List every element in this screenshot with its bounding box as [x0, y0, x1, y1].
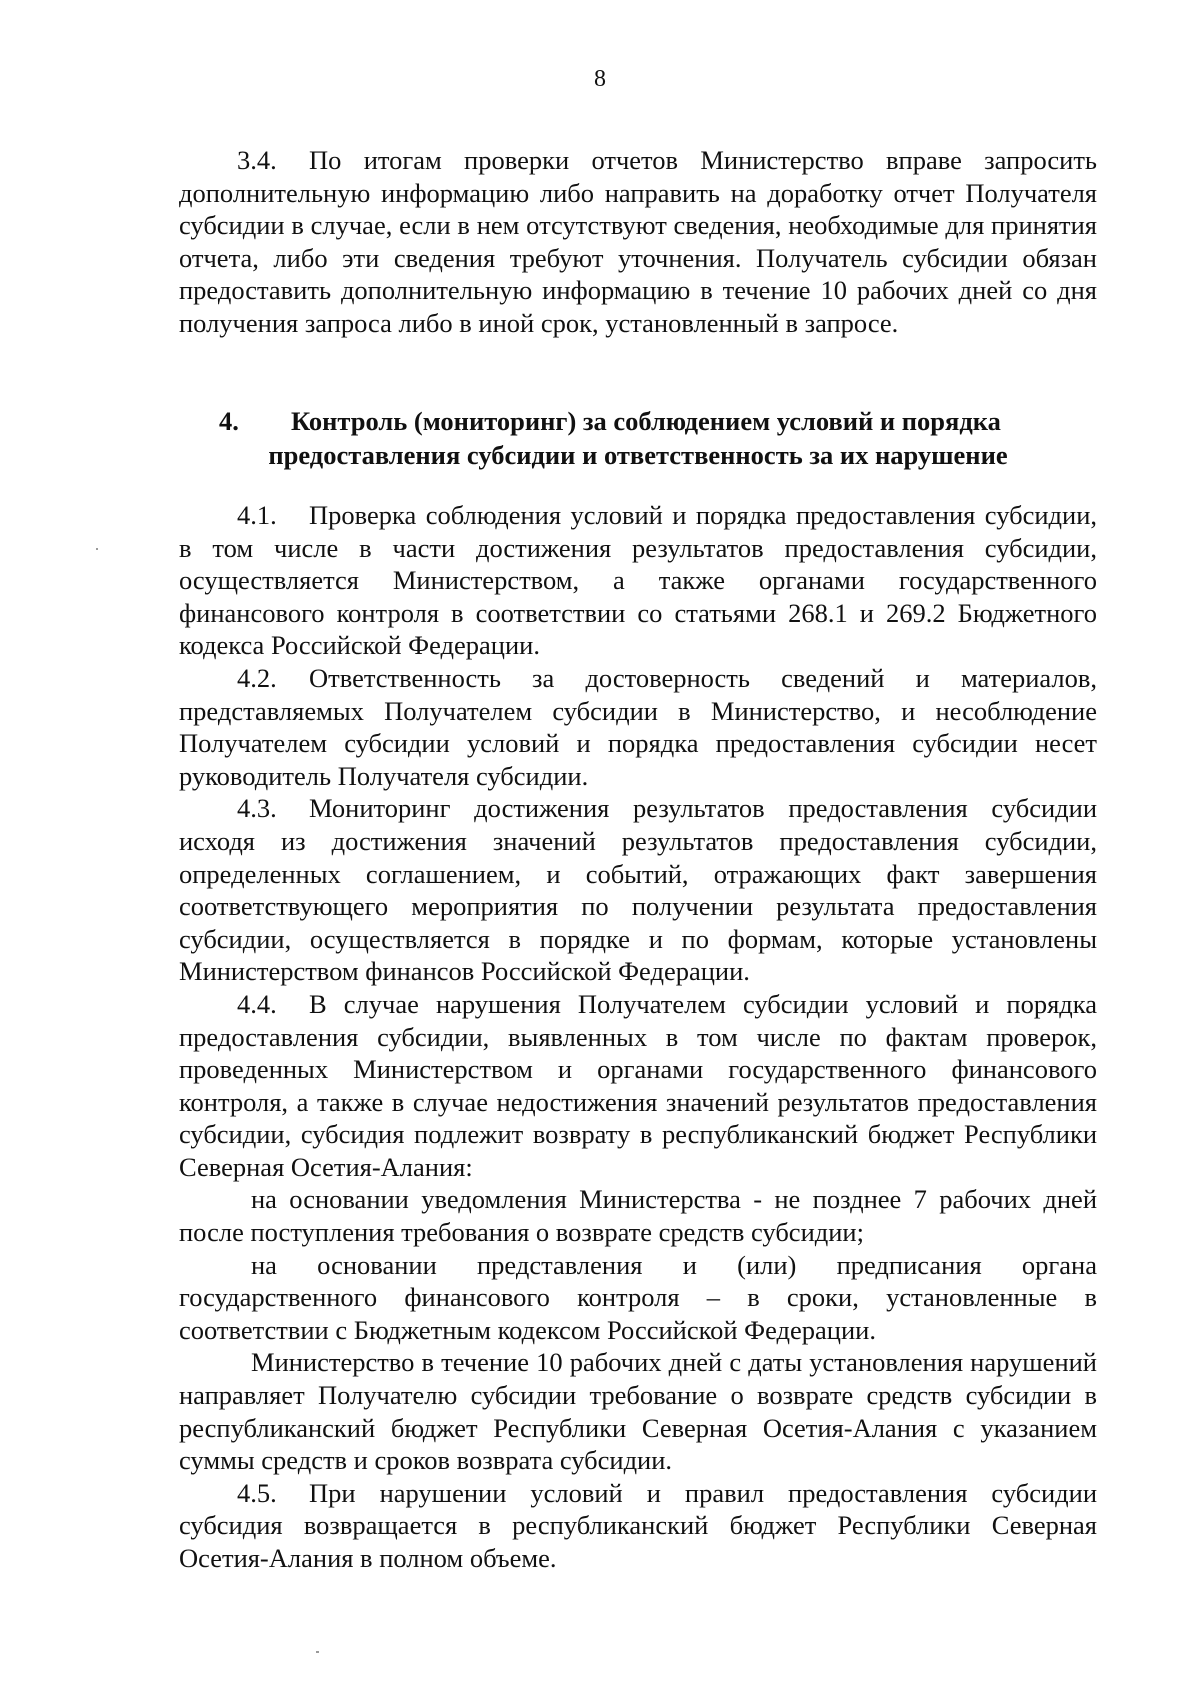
scan-speck	[316, 1651, 319, 1653]
paragraph-4-2-text: Ответственность за достоверность сведений и материалов, представляемых Получателем субсидии в Министерство, и несоблюдение Получателем субсидии условий и порядка предоставления субсидии несет руководитель Получателя субсидии.	[179, 662, 1097, 791]
paragraph-4-4-number: 4.4.	[237, 988, 277, 1019]
paragraph-3-4-number: 3.4.	[237, 145, 277, 175]
section-4-heading	[179, 404, 1097, 472]
section-4-heading-line1	[179, 404, 1097, 438]
section-4-heading-text1: Контроль (мониторинг) за соблюдением условий и порядка	[291, 406, 1001, 436]
section-4-block	[179, 499, 1097, 1575]
paragraph-4-2	[179, 662, 1097, 792]
paragraph-4-4-text: В случае нарушения Получателем субсидии условий и порядка предоставления субсидии, выявленных в том числе по фактам проверок, проведенных Министерством и органами государственного финансового контроля, а также в случае недостижения значений результатов предоставления субсидии, субсидия подлежит возврату в республиканский бюджет Республики Северная Осетия-Алания:	[179, 988, 1097, 1182]
paragraph-4-3	[179, 792, 1097, 988]
paragraph-4-3-text: Мониторинг достижения результатов предоставления субсидии исходя из достижения значений результатов предоставления субсидии, определенных соглашением, и событий, отражающих факт завершения соответствующего мероприятия по получении результата предоставления субсидии, осуществляется в порядке и по формам, которые установлены Министерством финансов Российской Федерации.	[179, 793, 1097, 987]
scan-speck	[96, 548, 98, 550]
paragraph-4-1-text: Проверка соблюдения условий и порядка предоставления субсидии, в том числе в части достижения результатов предоставления субсидии, осуществляется Министерством, а также органами государственного финансового контроля в соответствии со статьями 268.1 и 269.2 Бюджетного кодекса Российской Федерации.	[179, 500, 1097, 661]
paragraph-4-4-item-a: на основании уведомления Министерства - не позднее 7 рабочих дней после поступления требования о возврате средств субсидии;	[179, 1184, 1097, 1248]
paragraph-4-5	[179, 1477, 1097, 1575]
paragraph-4-2-number: 4.2.	[237, 662, 277, 693]
paragraph-4-1-number: 4.1.	[237, 500, 277, 530]
paragraph-4-4	[179, 988, 1097, 1184]
paragraph-4-1	[179, 499, 1097, 662]
paragraph-3-4	[179, 144, 1097, 340]
paragraph-4-5-number: 4.5.	[237, 1477, 277, 1508]
page-number: 8	[594, 66, 606, 92]
section-3-block	[179, 144, 1097, 340]
paragraph-4-3-number: 4.3.	[237, 793, 277, 824]
paragraph-4-5-text: При нарушении условий и правил предоставления субсидии субсидия возвращается в республиканский бюджет Республики Северная Осетия-Алания в полном объеме.	[179, 1477, 1097, 1573]
section-4-heading-line2: предоставления субсидии и ответственность за их нарушение	[268, 440, 1008, 470]
section-4-heading-number: 4.	[219, 406, 239, 436]
paragraph-3-4-text: По итогам проверки отчетов Министерство вправе запросить дополнительную информацию либо направить на доработку отчет Получателя субсидии в случае, если в нем отсутствуют сведения, необходимые для принятия отчета, либо эти сведения требуют уточнения. Получатель субсидии обязан предоставить дополнительную информацию в течение 10 рабочих дней со дня получения запроса либо в иной срок, установленный в запросе.	[179, 145, 1097, 338]
paragraph-4-4-item-b: на основании представления и (или) предписания органа государственного финансового контроля – в сроки, установленные в соответствии с Бюджетным кодексом Российской Федерации.	[179, 1249, 1097, 1345]
paragraph-4-4-item-c: Министерство в течение 10 рабочих дней с даты установления нарушений направляет Получателю субсидии требование о возврате средств субсидии в республиканский бюджет Республики Северная Осетия-Алания с указанием суммы средств и сроков возврата субсидии.	[179, 1347, 1097, 1476]
